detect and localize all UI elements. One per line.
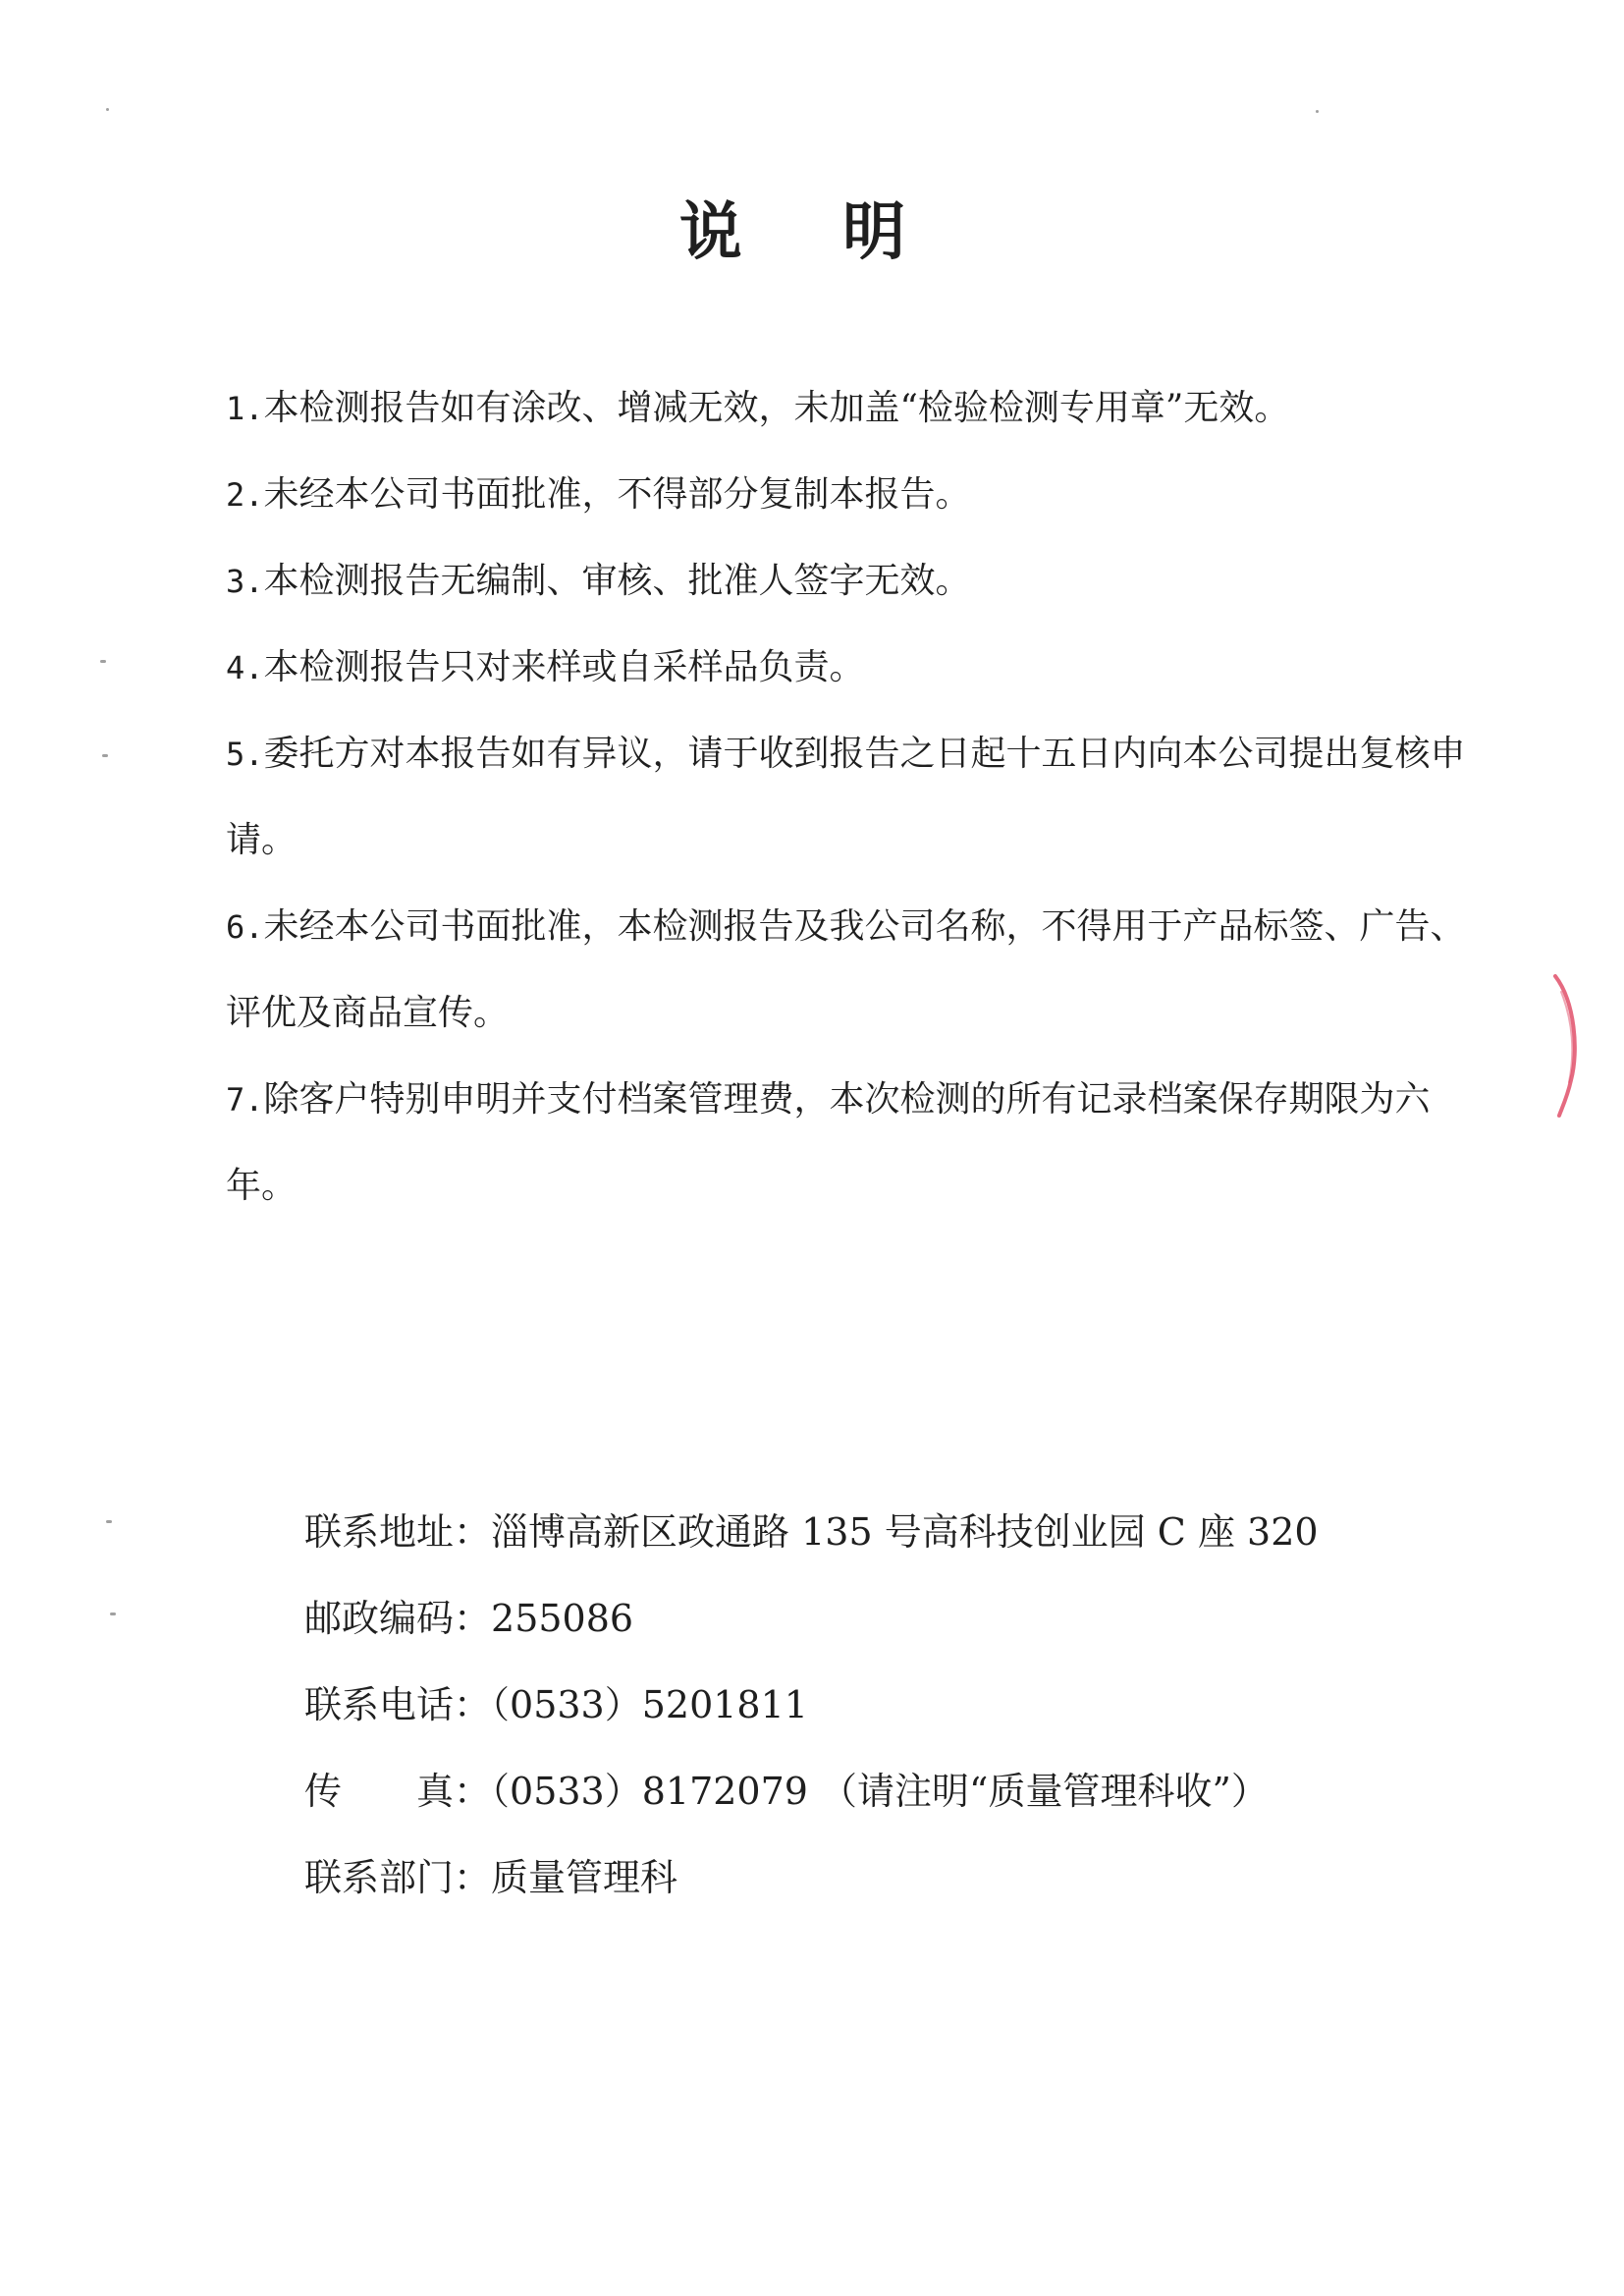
contact-phone-value: （0533）5201811 [491,1683,808,1726]
note-text: 委托方对本报告如有异议，请于收到报告之日起十五日内向本公司提出复核申请。 [226,734,1466,860]
note-text: 本检测报告无编制、审核、批准人签字无效。 [263,561,971,601]
scan-speck [106,108,109,111]
notes-list [226,365,1492,1230]
contact-dept-row [304,1834,1483,1921]
note-item [226,884,1492,1057]
contact-dept-value: 质量管理科 [491,1856,678,1899]
contact-fax-value: （0533）8172079 （请注明“质量管理科收”） [491,1770,1269,1813]
page-title: 说 明 [678,195,946,269]
note-number: 6. [226,908,264,946]
note-item [226,365,1492,452]
note-item [226,625,1492,711]
contact-dept-label: 联系部门： [304,1856,492,1899]
contact-postcode-label: 邮政编码： [304,1597,492,1640]
contact-address-row [304,1489,1483,1575]
scan-speck [1316,110,1319,113]
contact-postcode-row [304,1575,1483,1662]
note-item [226,711,1492,884]
contact-fax-row [304,1748,1483,1834]
note-number: 7. [226,1081,264,1119]
scan-speck [102,754,108,757]
note-text: 除客户特别申明并支付档案管理费，本次检测的所有记录档案保存期限为六年。 [226,1079,1431,1206]
note-text: 本检测报告如有涂改、增减无效，未加盖“检验检测专用章”无效。 [263,388,1290,428]
note-number: 2. [226,476,264,514]
note-text: 未经本公司书面批准，本检测报告及我公司名称，不得用于产品标签、广告、评优及商品宣传。 [226,906,1466,1033]
note-text: 本检测报告只对来样或自采样品负责。 [263,647,865,687]
note-number: 1. [226,390,264,427]
scan-speck [106,1520,112,1523]
scan-speck [110,1613,116,1615]
note-number: 3. [226,563,264,600]
contact-phone-row [304,1662,1483,1748]
note-item [226,1057,1492,1230]
contact-phone-label: 联系电话： [304,1683,492,1726]
note-number: 5. [226,736,264,773]
scan-speck [100,660,106,663]
contact-address-value: 淄博高新区政通路 135 号高科技创业园 C 座 320 [491,1510,1319,1554]
contact-postcode-value: 255086 [491,1597,634,1640]
note-number: 4. [226,649,264,686]
contact-block [304,1489,1483,1921]
contact-fax-label: 传 真： [304,1770,492,1813]
note-text: 未经本公司书面批准，不得部分复制本报告。 [263,474,971,515]
seal-stamp-edge [1549,972,1585,1120]
note-item [226,538,1492,625]
note-item [226,452,1492,538]
contact-address-label: 联系地址： [304,1510,492,1554]
